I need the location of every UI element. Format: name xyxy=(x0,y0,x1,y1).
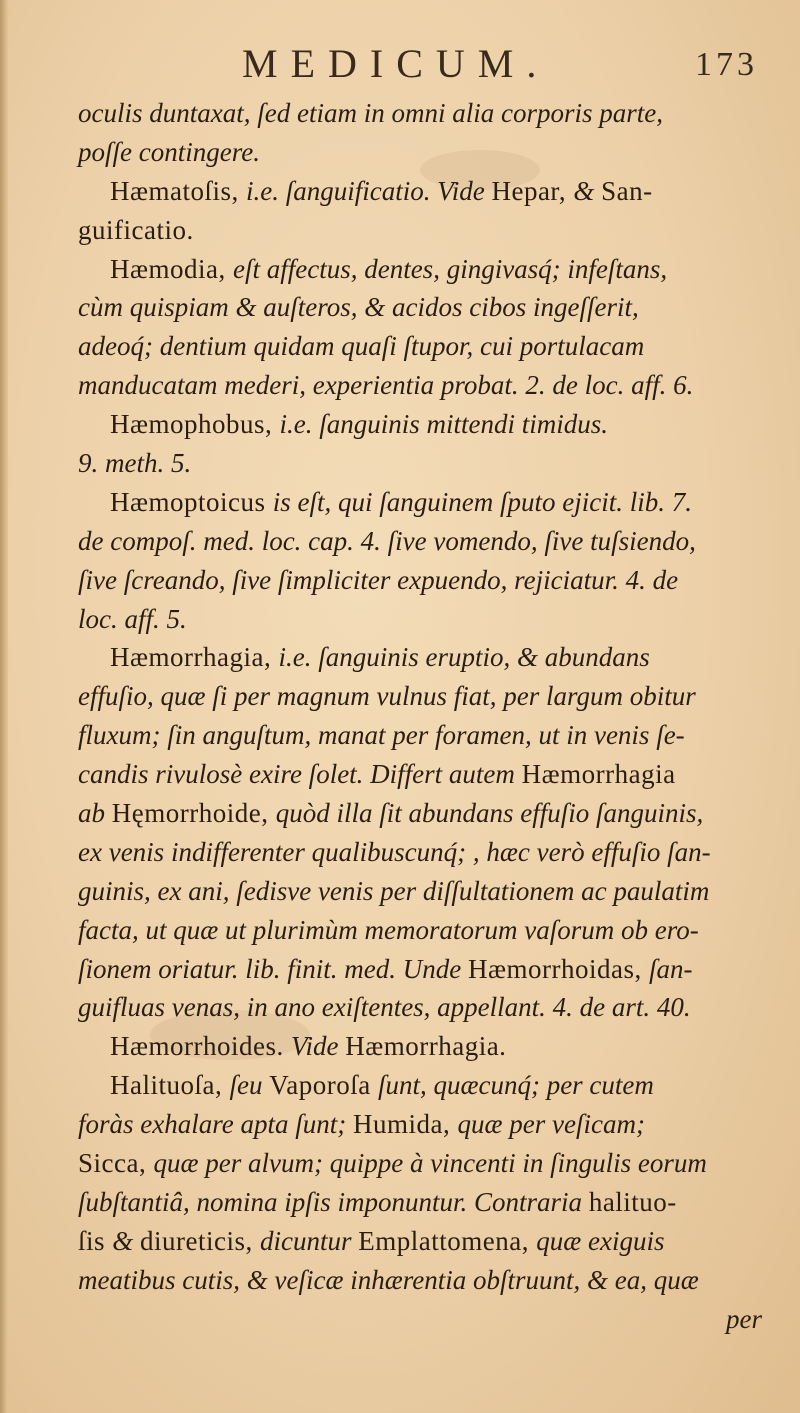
text-segment: fluxum; ſin anguſtum, manat per foramen, ut in venis ſe- xyxy=(78,720,685,751)
text-segment: Hæmatoſis, xyxy=(110,175,247,206)
text-segment: San- xyxy=(601,175,653,206)
text-line xyxy=(78,755,768,794)
text-segment: quæ per alvum; quippe à vincenti in ſingulis eorum xyxy=(153,1148,707,1179)
text-line xyxy=(78,950,768,989)
text-line xyxy=(78,794,768,833)
text-segment: 9. meth. 5. xyxy=(78,448,192,479)
text-segment: Hæmodia, xyxy=(110,253,233,284)
text-segment: guifluas venas, in ano exiſtentes, appellant. 4. de art. 40. xyxy=(78,992,691,1023)
text-segment: facta, ut quæ ut plurimùm memoratorum vaſorum ob ero- xyxy=(78,914,699,945)
text-line xyxy=(78,988,768,1027)
text-segment: ſionem oriatur. lib. finit. med. Unde xyxy=(78,953,468,984)
text-segment: Emplattomena, xyxy=(358,1225,537,1256)
text-segment: effuſio, quæ ſi per magnum vulnus fiat, per largum obitur xyxy=(78,681,696,712)
text-line xyxy=(78,172,768,211)
page-number: 173 xyxy=(695,46,758,83)
text-segment: Sicca, xyxy=(78,1148,154,1179)
text-segment: quæ exiguis xyxy=(536,1225,665,1256)
text-segment: Hęmorrhoide, xyxy=(111,798,276,829)
text-segment: i.e. ſanguinis eruptio, & abundans xyxy=(278,642,650,673)
text-segment: Vaporoſa xyxy=(269,1070,378,1101)
text-line xyxy=(78,1105,768,1144)
text-line xyxy=(78,444,768,483)
text-line xyxy=(78,1144,768,1183)
text-segment: quæ per veſicam; xyxy=(457,1109,645,1140)
text-line xyxy=(78,133,768,172)
page-header xyxy=(60,34,780,96)
text-line xyxy=(78,522,768,561)
text-segment: Hæmorrhagia, xyxy=(110,642,279,673)
text-segment: ex venis indifferenter qualibuscunq́; , hæc verò effuſio ſan- xyxy=(78,836,711,867)
text-line xyxy=(78,327,768,366)
text-segment: Humida, xyxy=(352,1109,458,1140)
text-segment: de compoſ. med. loc. cap. 4. ſive vomendo, ſive tuſsiendo, xyxy=(78,525,696,556)
text-segment: eſt affectus, dentes, gingivasq́; infeſtans, xyxy=(233,253,668,284)
text-segment: guificatio. xyxy=(78,214,194,245)
text-line xyxy=(78,211,768,250)
text-segment: i.e. ſanguificatio. Vide xyxy=(246,175,492,206)
text-line xyxy=(78,1183,768,1222)
text-segment: candis rivulosè exire ſolet. Differt autem xyxy=(78,759,522,790)
text-line xyxy=(78,483,768,522)
text-line xyxy=(78,716,768,755)
text-line xyxy=(78,405,768,444)
text-segment: oculis duntaxat, ſed etiam in omni alia corporis parte, xyxy=(78,98,663,128)
text-segment: ab xyxy=(78,798,112,829)
text-segment: cùm quispiam & auſteros, & acidos cibos ingeſſerit, xyxy=(78,292,639,323)
page-edge xyxy=(0,0,8,1413)
text-segment: adeoq́; dentium quidam quaſi ſtupor, cui portulacam xyxy=(78,331,645,362)
text-segment: manducatam mederi, experientia probat. 2. de loc. aff. 6. xyxy=(78,370,694,401)
text-segment: ſive ſcreando, ſive ſimpliciter expuendo, rejiciatur. 4. de xyxy=(78,564,679,595)
text-segment: Hæmorrhoidas, xyxy=(467,953,649,984)
text-segment: ſan- xyxy=(648,953,693,984)
text-line xyxy=(78,366,768,405)
text-line xyxy=(78,1261,768,1300)
text-line xyxy=(78,600,768,639)
text-segment: ſeu xyxy=(229,1070,270,1101)
text-body xyxy=(78,94,768,1339)
text-segment: ſubſtantiâ, nomina ipſis imponuntur. Contraria xyxy=(78,1186,589,1217)
text-segment: Halituoſa, xyxy=(110,1070,230,1101)
text-line xyxy=(78,288,768,327)
text-line xyxy=(78,833,768,872)
text-segment: quòd illa ſit abundans effuſio ſanguinis, xyxy=(275,798,704,829)
text-segment: foràs exhalare apta ſunt; xyxy=(78,1109,353,1140)
text-line xyxy=(78,911,768,950)
text-segment: & xyxy=(573,175,602,206)
text-segment: dicuntur xyxy=(260,1225,359,1256)
text-segment: Hæmophobus, xyxy=(110,409,280,440)
text-segment: i.e. ſanguinis mittendi timidus. xyxy=(279,409,609,440)
text-line xyxy=(78,872,768,911)
text-line xyxy=(78,677,768,716)
text-segment: Hæmoptoicus xyxy=(110,486,273,517)
text-line xyxy=(78,1066,768,1105)
text-segment: Vide xyxy=(290,1031,346,1062)
text-line xyxy=(78,1222,768,1261)
text-segment: & xyxy=(112,1225,141,1256)
text-line xyxy=(78,561,768,600)
text-segment: halituo- xyxy=(588,1186,677,1217)
text-segment: Hæmorrhagia. xyxy=(345,1031,507,1062)
running-title: MEDICUM. xyxy=(242,41,550,86)
text-segment: loc. aff. 5. xyxy=(78,603,187,634)
text-segment: poſſe contingere. xyxy=(78,136,260,167)
text-segment: ſis xyxy=(78,1225,113,1256)
text-line xyxy=(78,94,768,133)
text-line xyxy=(78,250,768,289)
text-line xyxy=(78,1027,768,1066)
text-segment: guinis, ex ani, ſedisve venis per diſſultationem ac paulatim xyxy=(78,875,710,906)
text-segment: ſunt, quæcunq́; per cutem xyxy=(377,1070,654,1101)
text-segment: is eſt, qui ſanguinem ſputo ejicit. lib. 7. xyxy=(272,486,692,517)
text-segment: diureticis, xyxy=(140,1225,261,1256)
text-segment: Hepar, xyxy=(491,175,574,206)
catchword: per xyxy=(726,1303,762,1334)
text-segment: Hæmorrhagia xyxy=(521,759,676,790)
text-segment: meatibus cutis, & veſicæ inhærentia obſtruunt, & ea, quæ xyxy=(78,1264,699,1295)
text-line xyxy=(78,638,768,677)
text-segment: Hæmorrhoides. xyxy=(110,1031,291,1062)
